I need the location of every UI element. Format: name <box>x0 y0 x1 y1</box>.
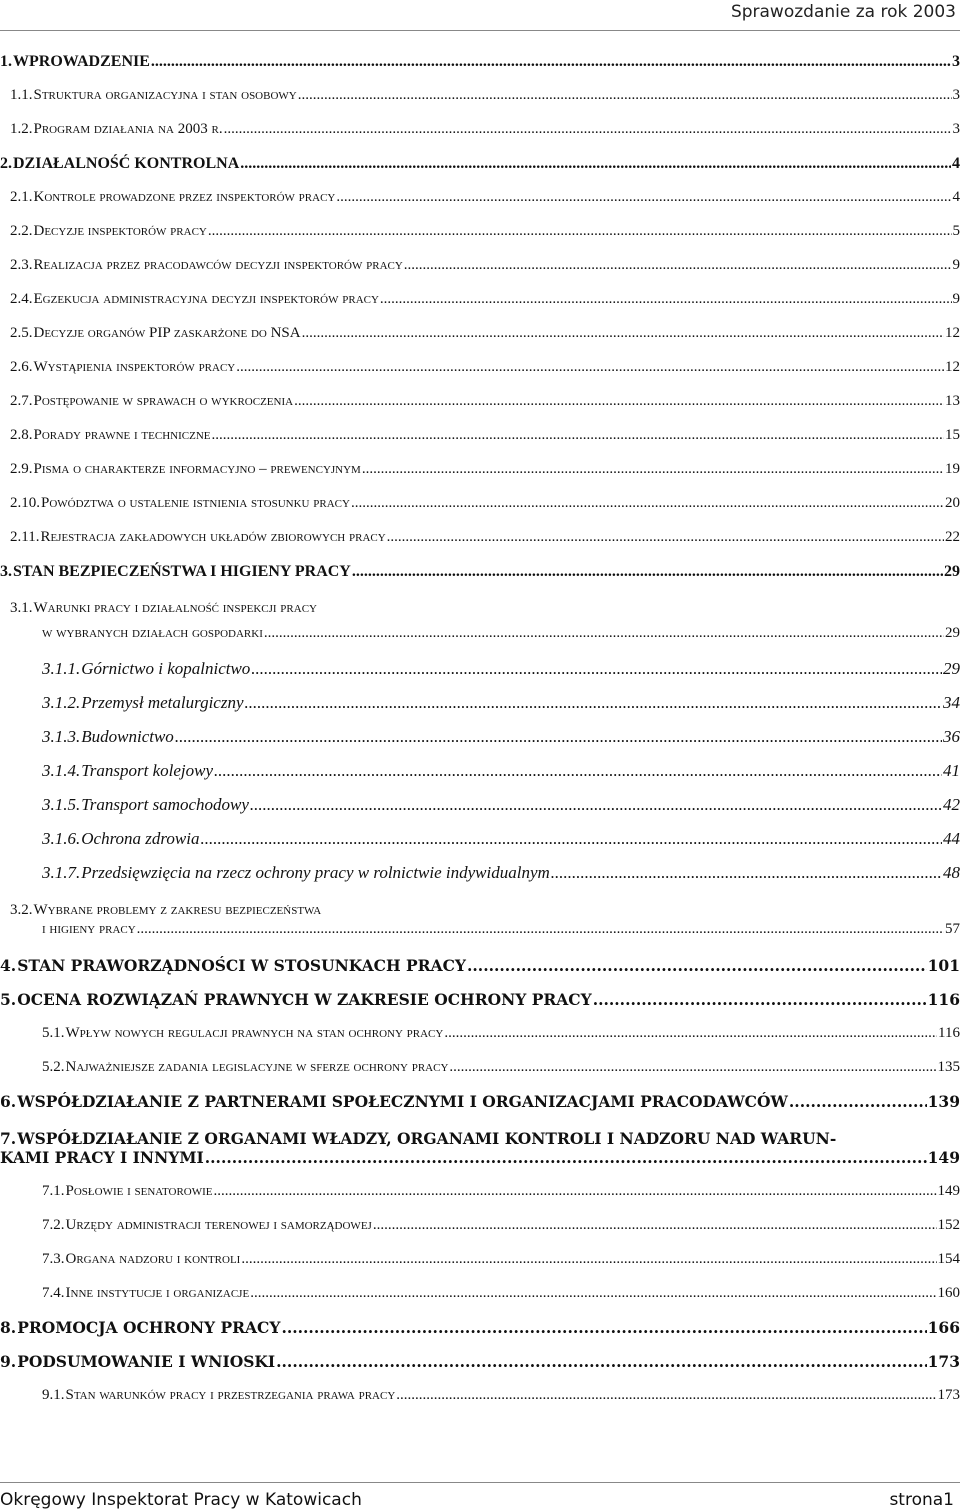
toc-num: 5.1. <box>42 1025 65 1041</box>
toc-num: 3.1.4. <box>42 761 81 780</box>
toc-title: Decyzje organów PIP zaskarżone do NSA <box>33 325 301 341</box>
toc-entry-3-1-5[interactable] <box>42 796 960 813</box>
leader-dots <box>211 428 944 443</box>
toc-num: 2.4. <box>10 291 33 307</box>
toc-num: 2.11. <box>10 529 40 545</box>
toc-entry-1-2[interactable] <box>10 122 960 137</box>
toc-entry-3[interactable] <box>0 564 960 580</box>
leader-dots <box>404 258 952 273</box>
toc-page: 15 <box>945 427 960 443</box>
leader-dots <box>224 122 952 137</box>
toc-entry-5-1[interactable] <box>42 1026 960 1041</box>
toc-entry-6[interactable] <box>0 1094 960 1110</box>
toc-entry-9-1[interactable] <box>42 1388 960 1403</box>
toc-entry-3-1-4[interactable] <box>42 762 960 779</box>
leader-dots <box>200 830 942 847</box>
toc-title: Ochrona zdrowia <box>81 829 200 848</box>
toc-entry-2-1[interactable] <box>10 190 960 205</box>
toc-entry-5[interactable] <box>0 992 960 1008</box>
footer-rule <box>0 1482 960 1483</box>
toc-page: 29 <box>945 625 960 641</box>
toc-entry-2-4[interactable] <box>10 292 960 307</box>
leader-dots <box>373 1218 937 1233</box>
toc-page: 173 <box>927 1352 960 1371</box>
toc-title: Realizacja przez pracodawców decyzji inspektorów pracy <box>33 257 403 273</box>
leader-dots <box>251 660 942 677</box>
toc-num: 5. <box>0 990 17 1009</box>
toc-num: 3.1.6. <box>42 829 81 848</box>
toc-num: 1. <box>0 53 12 70</box>
toc-entry-1-1[interactable] <box>10 88 960 103</box>
toc-entry-3-1-7[interactable] <box>42 864 960 881</box>
toc-entry-7-2[interactable] <box>42 1218 960 1233</box>
toc-page: 9 <box>952 291 960 307</box>
toc-title: Program działania na 2003 r. <box>33 121 223 137</box>
toc-entry-3-2-line1[interactable] <box>10 902 960 918</box>
leader-dots <box>214 1184 937 1199</box>
leader-dots <box>264 626 944 641</box>
footer-org: Okręgowy Inspektorat Pracy w Katowicach <box>0 1490 362 1510</box>
toc-title: Organa nadzoru i kontroli <box>65 1251 241 1267</box>
leader-dots <box>789 1094 927 1110</box>
toc-title-cont: i higieny pracy <box>42 921 136 937</box>
toc-page: 44 <box>943 829 960 848</box>
toc-entry-3-1-6[interactable] <box>42 830 960 847</box>
leader-dots <box>214 762 942 779</box>
toc-page: 9 <box>952 257 960 273</box>
toc-page: 3 <box>952 121 960 137</box>
toc-title: Stan warunków pracy i przestrzegania prawa pracy <box>65 1387 396 1403</box>
toc-num: 3. <box>0 563 12 580</box>
toc-page: 5 <box>952 223 960 239</box>
leader-dots <box>593 992 927 1008</box>
leader-dots <box>281 1320 926 1336</box>
toc-num: 2.1. <box>10 189 33 205</box>
toc-page: 173 <box>937 1387 960 1403</box>
toc-num: 3.1.1. <box>42 659 81 678</box>
toc-title: PODSUMOWANIE I WNIOSKI <box>17 1352 276 1371</box>
toc-title: WSPÓŁDZIAŁANIE Z PARTNERAMI SPOŁECZNYMI I ORGANIZACJAMI PRACODAWCÓW <box>17 1092 788 1111</box>
toc-page: 13 <box>945 393 960 409</box>
toc-page: 57 <box>945 921 960 937</box>
leader-dots <box>380 292 952 307</box>
toc-title: Postępowanie w sprawach o wykroczenia <box>33 393 294 409</box>
toc-entry-5-2[interactable] <box>42 1060 960 1075</box>
toc-page: 12 <box>945 359 960 375</box>
toc-num: 2.5. <box>10 325 33 341</box>
toc-entry-9[interactable] <box>0 1354 960 1370</box>
toc-num: 2.2. <box>10 223 33 239</box>
toc-entry-7-1[interactable] <box>42 1184 960 1199</box>
toc-page: 101 <box>927 956 960 975</box>
toc-num: 7. <box>0 1128 17 1148</box>
toc-entry-2-9[interactable] <box>10 462 960 477</box>
leader-dots <box>387 530 944 545</box>
toc-page: 29 <box>943 659 960 678</box>
toc-entry-7-line1[interactable] <box>0 1128 960 1146</box>
toc-entry-1[interactable] <box>0 54 960 70</box>
toc-page: 149 <box>937 1183 960 1199</box>
toc-page: 41 <box>943 761 960 780</box>
toc-entry-3-1-3[interactable] <box>42 728 960 745</box>
toc-page: 36 <box>943 727 960 746</box>
toc-page: 12 <box>945 325 960 341</box>
toc-entry-2-7[interactable] <box>10 394 960 409</box>
toc-page: 160 <box>937 1285 960 1301</box>
toc-title: Egzekucja administracyjna decyzji inspektorów pracy <box>33 291 379 307</box>
toc-num: 2.3. <box>10 257 33 273</box>
toc-entry-3-2-line2[interactable] <box>42 922 960 937</box>
toc-page: 29 <box>944 563 960 580</box>
toc-entry-7-3[interactable] <box>42 1252 960 1267</box>
toc-entry-7-4[interactable] <box>42 1286 960 1301</box>
toc-page: 135 <box>937 1059 960 1075</box>
toc-num: 7.1. <box>42 1183 65 1199</box>
toc-title: Struktura organizacyjna i stan osobowy <box>33 87 297 103</box>
leader-dots <box>467 958 927 974</box>
toc-num: 3.1.7. <box>42 863 81 882</box>
toc-page: 19 <box>945 461 960 477</box>
toc-num: 3.1.5. <box>42 795 81 814</box>
toc-title: Powództwa o ustalenie istnienia stosunku pracy <box>41 495 350 511</box>
leader-dots <box>362 462 944 477</box>
toc-num: 2.9. <box>10 461 33 477</box>
toc-title-cont: KAMI PRACY I INNYMI <box>0 1148 204 1167</box>
toc-entry-2-2[interactable] <box>10 224 960 239</box>
toc-title: Pisma o charakterze informacyjno – prewencyjnym <box>33 461 361 477</box>
toc-title: OCENA ROZWIĄZAŃ PRAWNYCH W ZAKRESIE OCHRONY PRACY <box>17 990 592 1009</box>
toc-title: Porady prawne i techniczne <box>33 427 211 443</box>
leader-dots <box>175 728 942 745</box>
toc-page: 149 <box>927 1148 960 1167</box>
toc-title-cont: w wybranych działach gospodarki <box>42 625 263 641</box>
header-rule <box>0 30 960 31</box>
toc-entry-2-5[interactable] <box>10 326 960 341</box>
toc-entry-8[interactable] <box>0 1320 960 1336</box>
toc-entry-2-11[interactable] <box>10 530 960 545</box>
toc-page: 116 <box>938 1025 960 1041</box>
toc-page: 48 <box>943 863 960 882</box>
toc-num: 8. <box>0 1318 17 1337</box>
toc-num: 2.6. <box>10 359 33 375</box>
toc-title: Urzędy administracji terenowej i samorządowej <box>65 1217 372 1233</box>
toc-entry-3-1-1[interactable] <box>42 660 960 677</box>
toc-entry-3-1-line2[interactable] <box>42 626 960 641</box>
toc-page: 4 <box>952 155 960 172</box>
toc-entry-3-1-2[interactable] <box>42 694 960 711</box>
toc-num: 3.2. <box>10 902 33 918</box>
toc-title: DZIAŁALNOŚĆ KONTROLNA <box>13 155 240 172</box>
leader-dots <box>137 922 944 937</box>
toc-page: 4 <box>952 189 960 205</box>
toc-title: Rejestracja zakładowych układów zbiorowych pracy <box>40 529 386 545</box>
toc-title: Wystąpienia inspektorów pracy <box>33 359 236 375</box>
toc-num: 9. <box>0 1352 17 1371</box>
leader-dots <box>241 1252 936 1267</box>
toc-title: Górnictwo i kopalnictwo <box>81 659 251 678</box>
page-header: Sprawozdanie za rok 2003 <box>730 2 956 22</box>
toc-entry-2-10[interactable] <box>10 496 960 511</box>
toc-num: 2.7. <box>10 393 33 409</box>
toc-page: 20 <box>945 495 960 511</box>
toc-entry-2-6[interactable] <box>10 360 960 375</box>
toc-page: 154 <box>937 1251 960 1267</box>
toc-title: Przemysł metalurgiczny <box>81 693 244 712</box>
toc-title: Transport kolejowy <box>81 761 214 780</box>
leader-dots <box>208 224 952 239</box>
toc-num: 4. <box>0 956 17 975</box>
toc-entry-2-8[interactable] <box>10 428 960 443</box>
leader-dots <box>276 1354 927 1370</box>
leader-dots <box>245 694 942 711</box>
toc-page: 166 <box>927 1318 960 1337</box>
footer-page-number: strona1 <box>889 1490 954 1510</box>
leader-dots <box>205 1150 927 1166</box>
toc-entry-3-1-line1[interactable] <box>10 600 960 616</box>
leader-dots <box>449 1060 936 1075</box>
toc-title: Wybrane problemy z zakresu bezpieczeństwa <box>33 902 322 918</box>
leader-dots <box>444 1026 937 1041</box>
toc-title: Decyzje inspektorów pracy <box>33 223 207 239</box>
toc-num: 2. <box>0 155 12 172</box>
toc-title: PROMOCJA OCHRONY PRACY <box>17 1318 281 1337</box>
toc-num: 7.2. <box>42 1217 65 1233</box>
toc-title: Inne instytucje i organizacje <box>65 1285 250 1301</box>
leader-dots <box>250 796 942 813</box>
leader-dots <box>396 1388 936 1403</box>
toc-num: 7.4. <box>42 1285 65 1301</box>
toc-page: 3 <box>952 87 960 103</box>
toc-entry-2-3[interactable] <box>10 258 960 273</box>
toc-title: STAN BEZPIECZEŃSTWA I HIGIENY PRACY <box>13 563 351 580</box>
toc-title: WSPÓŁDZIAŁANIE Z ORGANAMI WŁADZY, ORGANAMI KONTROLI I NADZORU NAD WARUN- <box>17 1128 837 1148</box>
toc-num: 1.2. <box>10 121 33 137</box>
toc-page: 34 <box>943 693 960 712</box>
leader-dots <box>336 190 951 205</box>
toc-title: Warunki pracy i działalność inspekcji pracy <box>33 600 317 616</box>
toc-title: Transport samochodowy <box>81 795 249 814</box>
leader-dots <box>298 88 952 103</box>
toc-page: 42 <box>943 795 960 814</box>
toc-page: 152 <box>937 1217 960 1233</box>
toc-title: Wpływ nowych regulacji prawnych na stan ochrony pracy <box>65 1025 444 1041</box>
toc-page: 116 <box>927 990 960 1009</box>
toc-entry-4[interactable] <box>0 958 960 974</box>
toc-title: STAN PRAWORZĄDNOŚCI W STOSUNKACH PRACY <box>17 956 466 975</box>
toc-title: Budownictwo <box>81 727 174 746</box>
toc-num: 2.10. <box>10 495 40 511</box>
toc-title: Przedsięwzięcia na rzecz ochrony pracy w rolnictwie indywidualnym <box>81 863 550 882</box>
toc-num: 5.2. <box>42 1059 65 1075</box>
toc-num: 1.1. <box>10 87 33 103</box>
toc-entry-7-line2[interactable] <box>0 1150 960 1166</box>
toc-page: 3 <box>952 53 960 70</box>
toc-num: 3.1.3. <box>42 727 81 746</box>
leader-dots <box>551 864 942 881</box>
leader-dots <box>250 1286 936 1301</box>
toc-page: 22 <box>945 529 960 545</box>
toc-num: 9.1. <box>42 1387 65 1403</box>
toc-title: WPROWADZENIE <box>13 53 150 70</box>
toc-title: Kontrole prowadzone przez inspektorów pracy <box>33 189 336 205</box>
page-footer <box>0 1486 960 1510</box>
leader-dots <box>352 564 943 580</box>
toc-num: 3.1. <box>10 600 33 616</box>
leader-dots <box>151 54 951 70</box>
leader-dots <box>240 156 951 172</box>
toc-num: 2.8. <box>10 427 33 443</box>
leader-dots <box>236 360 944 375</box>
toc-page: 139 <box>927 1092 960 1111</box>
leader-dots <box>351 496 944 511</box>
toc-num: 7.3. <box>42 1251 65 1267</box>
toc-num: 3.1.2. <box>42 693 81 712</box>
toc-entry-2[interactable] <box>0 156 960 172</box>
leader-dots <box>302 326 944 341</box>
toc-title: Posłowie i senatorowie <box>65 1183 213 1199</box>
toc-num: 6. <box>0 1092 17 1111</box>
toc-title: Najważniejsze zadania legislacyjne w sferze ochrony pracy <box>65 1059 449 1075</box>
leader-dots <box>294 394 944 409</box>
